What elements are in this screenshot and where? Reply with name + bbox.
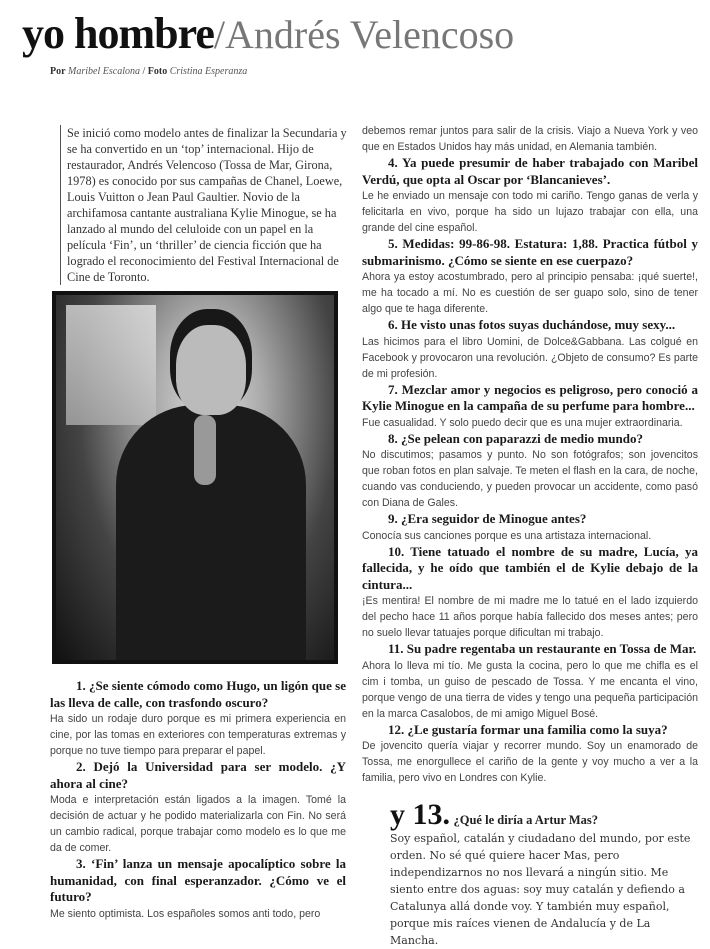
question: 3. ‘Fin’ lanza un mensaje apocalíptico sobre la humanidad, con final esperanzador. ¿Cómo ve el futuro?: [50, 856, 346, 904]
answer: Me siento optimista. Los españoles somos anti todo, pero: [50, 907, 321, 920]
section-brand: yo hombre: [22, 9, 214, 58]
intro-paragraph: Se inició como modelo antes de finalizar la Secundaria y se ha convertido en un ‘top’ internacional. Hijo de restaurador, Andrés Velencoso (Tossa de Mar, Girona, 1978) es conocido por sus campañas de Chanel, Loewe, Louis Vuitton o Jean Paul Gaultier. Novio de la archifamosa cantante australiana Kylie Minogue, se ha lanzado al mundo del celuloide con un papel en la película ‘Fin’, un ‘thriller’ de ciencia ficción que ha logrado el reconocimiento del Festival Internacional de Cine de Toronto.: [60, 125, 351, 285]
question: 4. Ya puede presumir de haber trabajado con Maribel Verdú, que opta al Oscar por ‘Blancanieves’.: [362, 155, 698, 187]
answer: Ahora ya estoy acostumbrado, pero al principio pensaba: ¡qué suerte!, me ha tocado a mí. No es cuestión de ser guapo solo, sino de tener algo que te haga diferente.: [362, 271, 698, 315]
byline-foto-label: Foto: [147, 66, 168, 77]
author-name: Maribel Escalona: [68, 66, 140, 77]
answer: Ahora lo lleva mi tío. Me gusta la cocina, pero lo que me chifla es el cim i tomba, un guiso de pescado de Tossa. Y me encanta el vino, porque vengo de una tierra de vides y tengo una pequeña participación en la marca Casalobos, de mi amigo Miguel Bosé.: [362, 659, 698, 720]
byline-separator: /: [142, 66, 146, 77]
question: 7. Mezclar amor y negocios es peligroso, pero conoció a Kylie Minogue en la campaña de su perfume para hombre...: [362, 381, 698, 413]
question: 5. Medidas: 99-86-98. Estatura: 1,88. Practica fútbol y submarinismo. ¿Cómo se siente en ese cuerpazo?: [362, 236, 698, 268]
answer: Fue casualidad. Y solo puedo decir que es una mujer extraordinaria.: [362, 416, 683, 429]
byline: [50, 66, 247, 77]
photo-window-background: [66, 305, 156, 425]
qa-column-left: [50, 678, 346, 922]
answer: Las hicimos para el libro Uomini, de Dolce&Gabbana. Las colgué en Facebook y provocaron una revolución. ¿Objeto de consumo? Es parte de mi profesión.: [362, 335, 698, 380]
photographer-name: Cristina Esperanza: [169, 66, 248, 77]
portrait-photo: [52, 291, 338, 664]
answer: Ha sido un rodaje duro porque es mi primera experiencia en cine, por las tomas en exteriores con temperaturas extremas y porque no tuve tiempo para preparar el papel.: [50, 713, 346, 757]
photo-figure-hands: [194, 415, 216, 485]
final-answer: Soy español, catalán y ciudadano del mundo, por este orden. No sé qué quiere hacer Mas, pero independizarnos no nos llevará a ningún sitio. Me siento entre dos aguas: soy muy catalán y defiendo a Catalunya allá donde voy. Y también muy español, porque mis raíces vienen de Andalucía y de La Mancha.: [390, 832, 691, 947]
title-separator: /: [213, 12, 225, 57]
qa-column-right: [362, 123, 698, 786]
answer: De jovencito quería viajar y recorrer mundo. Soy un enamorado de Tossa, me enorgullece el cariño de la gente y voy mucho a ver a la familia, pero vivo en Londres con Kylie.: [362, 740, 698, 784]
answer: ¡Es mentira! El nombre de mi madre me lo tatué en el lado izquierdo del pecho hace 11 años porque había fallecido dos meses antes; pero no suelo llevar tatuajes porque dificultan mi trabajo.: [362, 595, 698, 639]
final-question-number: y 13.: [390, 798, 450, 831]
byline-por-label: Por: [50, 66, 66, 77]
answer: No discutimos; pasamos y punto. No son fotógrafos; son jovencitos que roban fotos en plan salvaje. Te meten el flash en la cara, de noche, cuando vas conduciendo, y pueden provocar un accidente, como pasó con Diana de Gales.: [362, 449, 698, 509]
final-question: ¿Qué le diría a Artur Mas?: [453, 813, 599, 827]
question: 8. ¿Se pelean con paparazzi de medio mundo?: [388, 430, 643, 446]
question: 9. ¿Era seguidor de Minogue antes?: [388, 511, 587, 526]
question: 11. Su padre regentaba un restaurante en Tossa de Mar.: [388, 641, 697, 656]
left-column: [50, 125, 350, 922]
question: 1. ¿Se siente cómodo como Hugo, un ligón que se las lleva de calle, con trasfondo oscuro?: [50, 678, 346, 710]
answer-continued: debemos remar juntos para salir de la crisis. Viajo a Nueva York y veo que en Estados Unidos hay más unidad, en Alemania también.: [362, 125, 698, 153]
answer: Le he enviado un mensaje con todo mi cariño. Tengo ganas de verla y felicitarla en vivo, porque ha sido un lujazo trabajar con ella, una grande del cine español.: [362, 190, 698, 234]
page-title: [22, 9, 515, 58]
answer: Moda e interpretación están ligados a la imagen. Tomé la decisión de actuar y he podido materializarla con Fin. No será un cambio radical, porque trabajar como modelo es lo que me da de comer.: [50, 794, 346, 854]
question: 12. ¿Le gustaría formar una familia como la suya?: [388, 721, 668, 737]
answer: Conocía sus canciones porque es una artistaza internacional.: [362, 529, 652, 542]
final-question-box: [390, 800, 698, 949]
interviewee-name: Andrés Velencoso: [224, 12, 515, 57]
photo-figure-head: [176, 325, 246, 415]
question: 10. Tiene tatuado el nombre de su madre, Lucía, ya fallecida, y he oído que también el de Kylie debajo de la cintura...: [362, 543, 698, 592]
right-column: [362, 123, 698, 949]
question: 2. Dejó la Universidad para ser modelo. ¿Y ahora al cine?: [50, 759, 346, 791]
question: 6. He visto unas fotos suyas duchándose, muy sexy...: [388, 317, 676, 332]
